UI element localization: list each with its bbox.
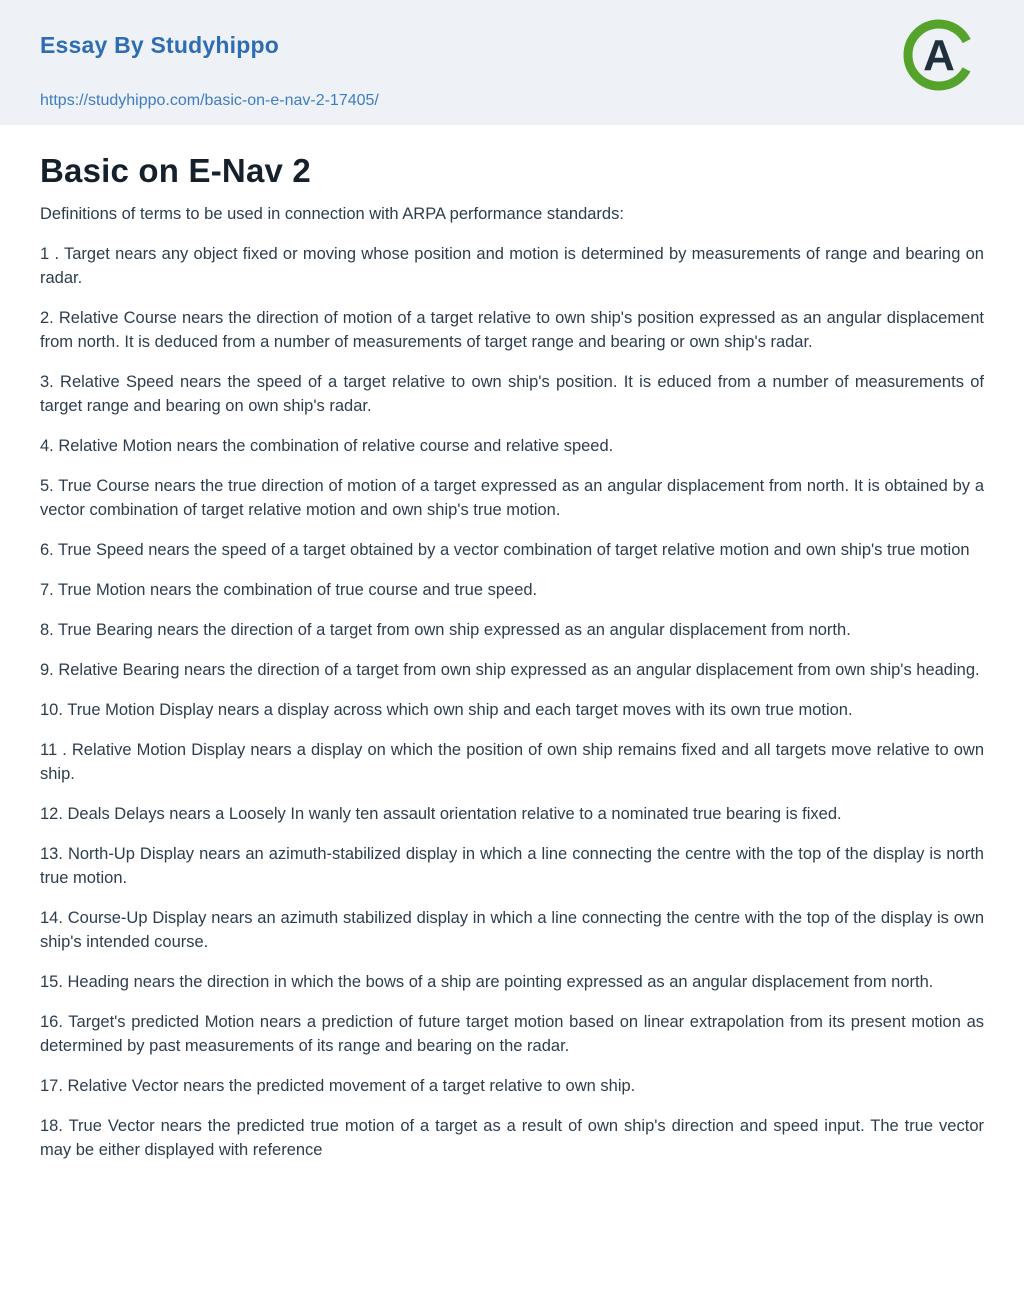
essay-paragraphs <box>40 242 984 1162</box>
essay-paragraph: 6. True Speed nears the speed of a target obtained by a vector combination of target relative motion and own ship's true motion <box>40 541 970 559</box>
essay-paragraph: 2. Relative Course nears the direction of motion of a target relative to own ship's position expressed as an angular displacement from north. It is deduced from a number of measurements of target range and bearing or own ship's radar. <box>40 309 984 351</box>
article-intro: Definitions of terms to be used in connection with ARPA performance standards: <box>40 205 624 223</box>
essay-paragraph: 9. Relative Bearing nears the direction of a target from own ship expressed as an angular displacement from own ship's heading. <box>40 661 980 679</box>
essay-paragraph: 15. Heading nears the direction in which the bows of a ship are pointing expressed as an angular displacement from north. <box>40 973 934 991</box>
essay-paragraph: 10. True Motion Display nears a display across which own ship and each target moves with its own true motion. <box>40 701 853 719</box>
essay-paragraph: 17. Relative Vector nears the predicted movement of a target relative to own ship. <box>40 1077 636 1095</box>
essay-paragraph: 4. Relative Motion nears the combination of relative course and relative speed. <box>40 437 614 455</box>
essay-paragraph: 12. Deals Delays nears a Loosely In wanly ten assault orientation relative to a nominated true bearing is fixed. <box>40 805 842 823</box>
essay-paragraph: 18. True Vector nears the predicted true motion of a target as a result of own ship's direction and speed input. The true vector may be either displayed with reference <box>40 1117 984 1159</box>
logo-letter: A <box>923 31 955 80</box>
article-title: Basic on E-Nav 2 <box>40 152 311 189</box>
essay-paragraph: 7. True Motion nears the combination of true course and true speed. <box>40 581 538 599</box>
essay-paragraph: 13. North-Up Display nears an azimuth-stabilized display in which a line connecting the centre with the top of the display is north true motion. <box>40 845 984 887</box>
logo-ring-icon <box>900 16 978 94</box>
studyhippo-logo <box>900 16 978 94</box>
essay-paragraph: 1 . Target nears any object fixed or moving whose position and motion is determined by measurements of range and bearing on radar. <box>40 245 984 287</box>
essay-paragraph: 5. True Course nears the true direction of motion of a target expressed as an angular displacement from north. It is obtained by a vector combination of target relative motion and own ship's true motion. <box>40 477 984 519</box>
essay-paragraph: 11 . Relative Motion Display nears a display on which the position of own ship remains fixed and all targets move relative to own ship. <box>40 741 984 783</box>
page-header <box>0 0 1024 125</box>
essay-paragraph: 16. Target's predicted Motion nears a prediction of future target motion based on linear extrapolation from its present motion as determined by past measurements of its range and bearing on the radar. <box>40 1013 984 1055</box>
source-url-link[interactable]: https://studyhippo.com/basic-on-e-nav-2-17405/ <box>40 92 379 109</box>
site-title: Essay By Studyhippo <box>40 32 279 58</box>
essay-paragraph: 3. Relative Speed nears the speed of a target relative to own ship's position. It is educed from a number of measurements of target range and bearing on own ship's radar. <box>40 373 984 415</box>
essay-content <box>0 152 1024 1162</box>
essay-paragraph: 8. True Bearing nears the direction of a target from own ship expressed as an angular displacement from north. <box>40 621 851 639</box>
essay-paragraph: 14. Course-Up Display nears an azimuth stabilized display in which a line connecting the centre with the top of the display is own ship's intended course. <box>40 909 984 951</box>
